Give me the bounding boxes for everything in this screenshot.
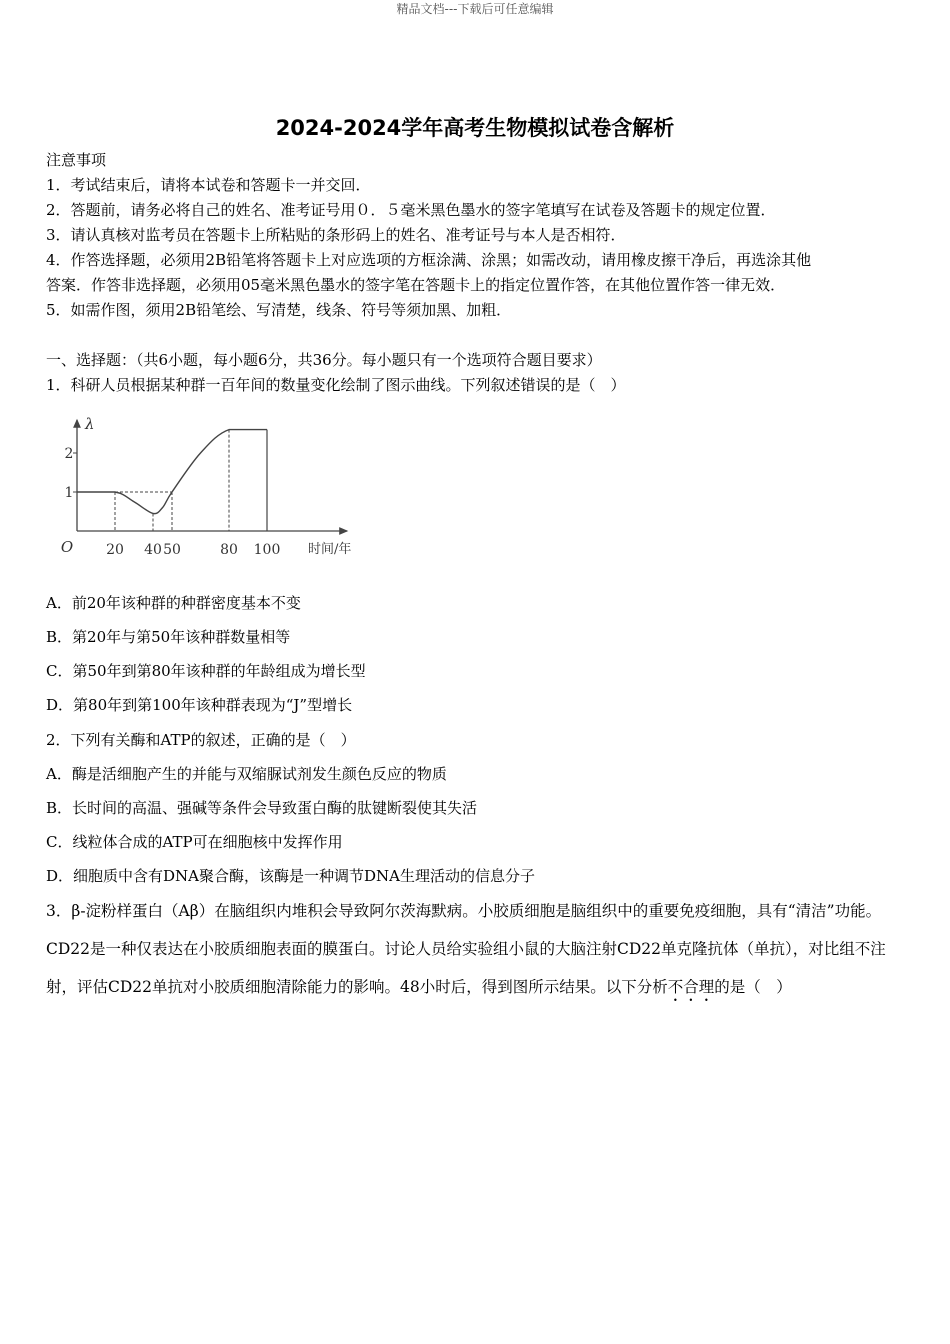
q2-option-a: A．酶是活细胞产生的并能与双缩脲试剂发生颜色反应的物质: [46, 765, 447, 783]
notice-item: 4．作答选择题，必须用2B铅笔将答题卡上对应选项的方框涂满、涂黑；如需改动，请用橡皮擦干净后，再选涂其他: [46, 251, 812, 269]
notice-heading: 注意事项: [46, 151, 107, 169]
notice-item: 3．请认真核对监考员在答题卡上所粘贴的条形码上的姓名、准考证号与本人是否相符．: [46, 226, 626, 244]
q2-stem: 2．下列有关酶和ATP的叙述，正确的是（ ）: [46, 731, 356, 749]
page-title: 2024-2024学年高考生物模拟试卷含解析: [275, 116, 675, 140]
origin-label: O: [60, 538, 74, 556]
section-heading: 一、选择题：（共6小题，每小题6分，共36分。每小题只有一个选项符合题目要求）: [46, 351, 602, 369]
notice-item: 答案．作答非选择题，必须用05毫米黑色墨水的签字笔在答题卡上的指定位置作答，在其他位置作答一律无效．: [46, 276, 786, 294]
y-axis-label: λ: [85, 415, 95, 433]
x-tick-label: 80: [220, 542, 238, 558]
q1-option-c: C．第50年到第80年该种群的年龄组成为增长型: [46, 662, 366, 680]
q2-option-b: B．长时间的高温、强碱等条件会导致蛋白酶的肽键断裂使其失活: [46, 799, 478, 817]
q3-text: 3．β-淀粉样蛋白（Aβ）在脑组织内堆积会导致阿尔茨海默病。小胶质细胞是脑组织中的重要免疫细胞，具有“清洁”功能。CD22是一种仅表达在小胶质细胞表面的膜蛋白。讨论人员给实验组小鼠的大脑注射CD22单克隆抗体（单抗），对比组不注射，评估CD22单抗对小胶质细胞清除能力的影响。48小时后，得到图所示结果。以下分析: [46, 902, 886, 996]
x-tick-label: 40: [144, 542, 162, 558]
q1-option-a: A．前20年该种群的种群密度基本不变: [46, 594, 301, 612]
q1-option-d: D．第80年到第100年该种群表现为“J”型增长: [46, 696, 353, 714]
q3-stem: [46, 892, 904, 1006]
notice-item: 5．如需作图，须用2B铅笔绘、写清楚，线条、符号等须加黑、加粗．: [46, 301, 512, 319]
x-tick-label: 50: [163, 542, 181, 558]
y-tick-label: 1: [64, 485, 74, 501]
lambda-chart: [55, 410, 375, 565]
q1-stem: 1．科研人员根据某种群一百年间的数量变化绘制了图示曲线。下列叙述错误的是（ ）: [46, 376, 626, 394]
series-line: [77, 430, 267, 514]
q2-option-d: D．细胞质中含有DNA聚合酶，该酶是一种调节DNA生理活动的信息分子: [46, 867, 535, 885]
q2-option-c: C．线粒体合成的ATP可在细胞核中发挥作用: [46, 833, 343, 851]
notice-item: 2．答题前，请务必将自己的姓名、准考证号用０．５毫米黑色墨水的签字笔填写在试卷及答题卡的规定位置．: [46, 201, 776, 219]
q1-option-b: B．第20年与第50年该种群数量相等: [46, 628, 291, 646]
x-tick-label: 20: [106, 542, 124, 558]
x-tick-label: 100: [253, 542, 281, 558]
y-tick-label: 2: [64, 446, 74, 462]
x-axis-label: 时间/年: [308, 542, 352, 557]
header-note: 精品文档---下载后可任意编辑: [396, 2, 554, 16]
q3-emphasis: 不合理: [667, 978, 715, 996]
q3-text-end: 的是（ ）: [714, 978, 792, 996]
notice-item: 1．考试结束后，请将本试卷和答题卡一并交回．: [46, 176, 371, 194]
